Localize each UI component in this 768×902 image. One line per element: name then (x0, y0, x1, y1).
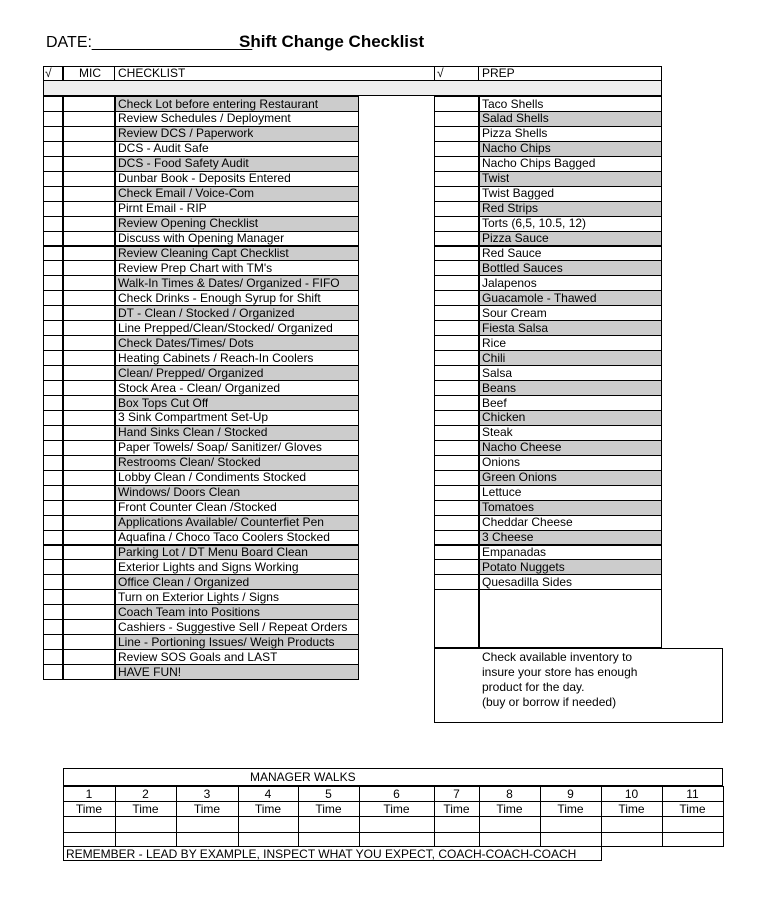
prep-item-label: Potato Nuggets (482, 559, 565, 574)
walk-number: 9 (567, 787, 574, 801)
prep-item-label: 3 Cheese (482, 530, 534, 545)
mic-cell[interactable] (63, 365, 115, 381)
walk-number: 6 (393, 787, 400, 801)
page-title: Shift Change Checklist (239, 32, 425, 51)
prep-checkbox-cell[interactable] (434, 425, 479, 441)
prep-item-label: Chicken (482, 410, 526, 425)
prep-checkbox-cell[interactable] (434, 216, 479, 232)
prep-item-label: Jalapenos (482, 275, 537, 290)
prep-item-label: Torts (6,5, 10.5, 12) (482, 216, 587, 231)
walk-entry-cell[interactable] (662, 816, 724, 833)
checkbox-cell[interactable] (43, 231, 63, 247)
mic-cell[interactable] (63, 305, 115, 321)
checkbox-cell[interactable] (43, 156, 63, 172)
checklist-item-label: Discuss with Opening Manager (118, 231, 285, 246)
checklist-item-label: Lobby Clean / Condiments Stocked (118, 470, 307, 485)
inventory-note-line: insure your store has enough (482, 665, 638, 679)
prep-item-label: Fiesta Salsa (482, 320, 549, 335)
prep-checkbox-cell[interactable] (434, 275, 479, 291)
checklist-item-label: Parking Lot / DT Menu Board Clean (118, 545, 308, 559)
prep-checkbox-cell[interactable] (434, 574, 479, 590)
checkbox-cell[interactable] (43, 500, 63, 516)
prep-checkbox-cell[interactable] (434, 455, 479, 471)
mic-cell[interactable] (63, 440, 115, 456)
checkbox-cell[interactable] (43, 485, 63, 501)
mic-cell[interactable] (63, 275, 115, 291)
mic-cell[interactable] (63, 126, 115, 142)
checklist-item-label: Walk-In Times & Dates/ Organized - FIFO (118, 275, 340, 290)
prep-checkbox-cell[interactable] (434, 305, 479, 321)
checkbox-cell[interactable] (43, 395, 63, 411)
checklist-item-label: DCS - Audit Safe (118, 141, 209, 156)
prep-item-label: Chili (482, 350, 506, 365)
prep-row (479, 335, 662, 351)
walk-number: 11 (686, 787, 699, 801)
prep-checkbox-cell[interactable] (434, 290, 479, 306)
checkbox-cell[interactable] (43, 619, 63, 635)
walk-entry-cell[interactable] (176, 816, 239, 833)
walk-time-label: Time (443, 802, 470, 816)
walk-entry-cell[interactable] (63, 832, 116, 847)
mic-cell[interactable] (63, 604, 115, 620)
walk-entry-cell[interactable] (298, 816, 360, 833)
walk-entry-cell[interactable] (601, 832, 663, 847)
prep-item-label: Guacamole - Thawed (482, 290, 597, 305)
walk-entry-cell[interactable] (115, 816, 177, 833)
prep-checkbox-cell[interactable] (434, 350, 479, 366)
checklist-item-label: Review SOS Goals and LAST (118, 649, 278, 664)
walk-entry-cell[interactable] (63, 816, 116, 833)
mic-cell[interactable] (63, 156, 115, 172)
prep-item-label: Nacho Chips Bagged (482, 156, 596, 171)
mic-cell[interactable] (63, 515, 115, 531)
mic-cell[interactable] (63, 485, 115, 501)
prep-item-label: Red Strips (482, 201, 539, 216)
mic-cell[interactable] (63, 380, 115, 396)
checklist-item-label: Review Cleaning Capt Checklist (118, 246, 289, 260)
walk-number: 1 (85, 787, 93, 801)
prep-checkbox-cell[interactable] (434, 559, 479, 575)
mic-cell[interactable] (63, 455, 115, 471)
checkbox-cell[interactable] (43, 380, 63, 396)
prep-checkbox-cell[interactable] (434, 470, 479, 486)
walk-entry-cell[interactable] (479, 816, 541, 833)
walk-number: 8 (506, 787, 513, 801)
checklist-item-label: Pirnt Email - RIP (118, 201, 207, 216)
walk-number: 2 (142, 787, 149, 801)
checklist-item-label: Line Prepped/Clean/Stocked/ Organized (118, 320, 333, 335)
prep-item-label: Cheddar Cheese (482, 515, 573, 530)
mic-cell[interactable] (63, 246, 115, 262)
checkbox-cell[interactable] (43, 515, 63, 531)
prep-row (479, 350, 662, 366)
prep-item-label: Lettuce (482, 485, 522, 500)
mic-cell[interactable] (63, 350, 115, 366)
prep-empty-area (479, 589, 662, 648)
prep-checkbox-cell[interactable] (434, 111, 479, 127)
checkbox-cell[interactable] (43, 305, 63, 321)
walk-number: 5 (325, 787, 332, 801)
prep-checkbox-cell[interactable] (434, 410, 479, 426)
manager-walks-title-row (63, 768, 723, 786)
mic-cell[interactable] (63, 186, 115, 202)
date-label: DATE:__________________ (46, 34, 253, 51)
checkbox-cell[interactable] (43, 141, 63, 157)
walk-time-label: Time (75, 802, 103, 816)
checkbox-cell[interactable] (43, 440, 63, 456)
header-mic: MIC (79, 66, 101, 80)
mic-cell[interactable] (63, 320, 115, 336)
walk-entry-cell[interactable] (662, 832, 724, 847)
prep-item-label: Nacho Cheese (482, 440, 562, 455)
mic-cell[interactable] (63, 335, 115, 351)
checkbox-cell[interactable] (43, 216, 63, 232)
prep-item-label: Red Sauce (482, 246, 542, 260)
mic-cell[interactable] (63, 500, 115, 516)
checklist-item-label: Aquafina / Choco Taco Coolers Stocked (118, 530, 330, 545)
checklist-item-label: Line - Portioning Issues/ Weigh Products (118, 634, 335, 649)
checkbox-cell[interactable] (43, 559, 63, 575)
walk-time-label: Time (254, 802, 282, 816)
mic-cell[interactable] (63, 589, 115, 605)
prep-checkbox-cell[interactable] (434, 395, 479, 411)
checklist-item-label: Paper Towels/ Soap/ Sanitizer/ Gloves (118, 440, 322, 455)
inventory-note-line: product for the day. (482, 680, 585, 694)
prep-item-label: Nacho Chips (482, 141, 551, 156)
checkbox-cell[interactable] (43, 410, 63, 426)
mic-cell[interactable] (63, 201, 115, 217)
mic-cell[interactable] (63, 574, 115, 590)
prep-checkbox-cell[interactable] (434, 260, 479, 276)
checkbox-cell[interactable] (43, 589, 63, 605)
checklist-item-label: Exterior Lights and Signs Working (118, 559, 299, 574)
checkbox-cell[interactable] (43, 201, 63, 217)
checklist-item-label: Office Clean / Organized (118, 574, 250, 589)
checklist-item-label: Clean/ Prepped/ Organized (118, 365, 264, 380)
checkbox-cell[interactable] (43, 530, 63, 546)
checklist-item-label: Check Lot before entering Restaurant (118, 96, 319, 111)
walk-entry-cell[interactable] (115, 832, 177, 847)
checkbox-cell[interactable] (43, 96, 63, 112)
walk-time-label: Time (557, 802, 584, 816)
walk-number: 10 (624, 787, 639, 801)
walk-entry-cell[interactable] (359, 832, 435, 847)
checklist-item-label: Stock Area - Clean/ Organized (118, 380, 281, 395)
checkbox-cell[interactable] (43, 246, 63, 262)
header-prep: PREP (482, 66, 515, 80)
checkbox-cell[interactable] (43, 111, 63, 127)
checklist-item-label: DT - Clean / Stocked / Organized (118, 305, 295, 320)
inventory-note-line: Check available inventory to (482, 650, 633, 664)
prep-checkbox-cell[interactable] (434, 171, 479, 187)
walk-time-label: Time (679, 802, 706, 816)
walk-entry-cell[interactable] (298, 832, 360, 847)
walk-entry-cell[interactable] (540, 816, 602, 833)
prep-item-label: Green Onions (482, 470, 557, 485)
prep-item-label: Beef (482, 395, 507, 410)
walk-entry-cell[interactable] (479, 832, 541, 847)
footer-reminder: REMEMBER - LEAD BY EXAMPLE, INSPECT WHAT YOU EXPECT, COACH-COACH-COACH (66, 847, 577, 861)
walk-time-label: Time (496, 802, 523, 816)
checklist-item-label: Windows/ Doors Clean (118, 485, 241, 500)
prep-item-label: Bottled Sauces (482, 260, 563, 275)
mic-cell[interactable] (63, 545, 115, 561)
prep-checkbox-cell[interactable] (434, 126, 479, 142)
mic-cell[interactable] (63, 410, 115, 426)
walk-entry-cell[interactable] (601, 816, 663, 833)
prep-item-label: Salsa (482, 365, 513, 380)
checklist-item-label: Review DCS / Paperwork (118, 126, 254, 141)
checklist-item-label: Heating Cabinets / Reach-In Coolers (118, 350, 314, 365)
mic-cell[interactable] (63, 619, 115, 635)
mic-cell[interactable] (63, 649, 115, 665)
prep-checkbox-cell[interactable] (434, 440, 479, 456)
checkbox-cell[interactable] (43, 126, 63, 142)
prep-item-label: Taco Shells (482, 96, 544, 111)
checklist-item-label: Dunbar Book - Deposits Entered (118, 171, 291, 186)
checklist-item-label: DCS - Food Safety Audit (118, 156, 249, 171)
walk-entry-cell[interactable] (540, 832, 602, 847)
mic-cell[interactable] (63, 111, 115, 127)
checklist-item-label: Review Opening Checklist (118, 216, 259, 231)
mic-cell[interactable] (63, 231, 115, 247)
prep-checkbox-cell[interactable] (434, 246, 479, 262)
prep-checkbox-cell[interactable] (434, 201, 479, 217)
checkbox-cell[interactable] (43, 335, 63, 351)
checkbox-cell[interactable] (43, 604, 63, 620)
prep-item-label: Onions (482, 455, 521, 470)
checkbox-cell[interactable] (43, 664, 63, 680)
prep-item-label: Steak (482, 425, 513, 440)
checkbox-cell[interactable] (43, 425, 63, 441)
prep-item-label: Quesadilla Sides (482, 574, 573, 589)
checklist-item-label: Check Drinks - Enough Syrup for Shift (118, 290, 321, 305)
walk-entry-cell[interactable] (176, 832, 239, 847)
checklist-item-label: 3 Sink Compartment Set-Up (118, 410, 269, 425)
checkbox-cell[interactable] (43, 649, 63, 665)
checklist-item-label: Coach Team into Positions (118, 604, 260, 619)
walk-number: 7 (453, 787, 460, 801)
prep-item-label: Tomatoes (482, 500, 535, 515)
prep-item-label: Salad Shells (482, 111, 549, 126)
checkbox-cell[interactable] (43, 260, 63, 276)
walk-time-label: Time (383, 802, 410, 816)
checkbox-cell[interactable] (43, 275, 63, 291)
walk-entry-cell[interactable] (238, 816, 299, 833)
prep-checkbox-cell[interactable] (434, 485, 479, 501)
walk-entry-cell[interactable] (434, 816, 480, 833)
checklist-item-label: Front Counter Clean /Stocked (118, 500, 277, 515)
prep-checkbox-cell[interactable] (434, 186, 479, 202)
mic-cell[interactable] (63, 634, 115, 650)
checklist-item-label: Check Email / Voice-Com (118, 186, 255, 201)
checklist-item-label: Applications Available/ Counterfiet Pen (118, 515, 324, 530)
mic-cell[interactable] (63, 216, 115, 232)
header-checklist: CHECKLIST (118, 66, 186, 80)
checkbox-cell[interactable] (43, 350, 63, 366)
walk-number: 4 (264, 787, 272, 801)
checklist-item-label: Cashiers - Suggestive Sell / Repeat Orders (118, 619, 348, 634)
prep-item-label: Sour Cream (482, 305, 547, 320)
prep-item-label: Twist (482, 171, 510, 186)
checkbox-cell[interactable] (43, 455, 63, 471)
mic-cell[interactable] (63, 559, 115, 575)
mic-cell[interactable] (63, 141, 115, 157)
checkbox-cell[interactable] (43, 186, 63, 202)
prep-checkbox-cell[interactable] (434, 141, 479, 157)
prep-checkbox-cell[interactable] (434, 365, 479, 381)
walk-entry-cell[interactable] (359, 816, 435, 833)
prep-checkbox-cell[interactable] (434, 530, 479, 546)
prep-item-label: Beans (482, 380, 517, 395)
checklist-item-label: Restrooms Clean/ Stocked (118, 455, 261, 470)
prep-item-label: Empanadas (482, 545, 547, 559)
mic-cell[interactable] (63, 664, 115, 680)
inventory-note-line: (buy or borrow if needed) (482, 695, 617, 709)
walk-time-label: Time (132, 802, 159, 816)
header-prep-check-mark: √ (437, 66, 444, 80)
prep-checkbox-cell[interactable] (434, 320, 479, 336)
prep-checkbox-cell[interactable] (434, 380, 479, 396)
checkbox-cell[interactable] (43, 290, 63, 306)
checkbox-cell[interactable] (43, 574, 63, 590)
walk-time-label: Time (618, 802, 645, 816)
prep-item-label: Rice (482, 335, 507, 350)
walk-time-label: Time (193, 802, 221, 816)
mic-cell[interactable] (63, 530, 115, 546)
checkbox-cell[interactable] (43, 171, 63, 187)
mic-cell[interactable] (63, 96, 115, 112)
checkbox-cell[interactable] (43, 545, 63, 561)
checkbox-cell[interactable] (43, 634, 63, 650)
checklist-item-label: Review Prep Chart with TM's (118, 260, 273, 275)
prep-checkbox-cell[interactable] (434, 335, 479, 351)
prep-checkbox-cell[interactable] (434, 500, 479, 516)
checkbox-cell[interactable] (43, 470, 63, 486)
walk-time-label: Time (315, 802, 342, 816)
checkbox-cell[interactable] (43, 365, 63, 381)
prep-item-label: Pizza Shells (482, 126, 548, 141)
mic-cell[interactable] (63, 425, 115, 441)
walk-number: 3 (203, 787, 211, 801)
mic-cell[interactable] (63, 470, 115, 486)
prep-checkbox-cell[interactable] (434, 545, 479, 561)
prep-checkbox-cell[interactable] (434, 515, 479, 531)
manager-walks-title: MANAGER WALKS (250, 770, 356, 784)
checklist-item-label: Check Dates/Times/ Dots (118, 335, 254, 350)
prep-checkbox-cell[interactable] (434, 231, 479, 247)
checklist-item-label: Box Tops Cut Off (118, 395, 209, 410)
mic-cell[interactable] (63, 171, 115, 187)
mic-cell[interactable] (63, 395, 115, 411)
prep-checkbox-cell[interactable] (434, 96, 479, 112)
checklist-item-label: Review Schedules / Deployment (118, 111, 291, 126)
checkbox-cell[interactable] (43, 320, 63, 336)
spacer-row (43, 80, 662, 96)
prep-item-label: Twist Bagged (482, 186, 555, 201)
mic-cell[interactable] (63, 290, 115, 306)
header-check-mark: √ (45, 66, 52, 80)
checklist-item-label: Turn on Exterior Lights / Signs (118, 589, 279, 604)
walk-entry-cell[interactable] (434, 832, 480, 847)
mic-cell[interactable] (63, 260, 115, 276)
checklist-item-label: HAVE FUN! (118, 664, 182, 679)
checklist-item-label: Hand Sinks Clean / Stocked (118, 425, 268, 440)
walk-entry-cell[interactable] (238, 832, 299, 847)
prep-item-label: Pizza Sauce (482, 231, 549, 246)
prep-checkbox-cell[interactable] (434, 156, 479, 172)
prep-empty-check (434, 589, 479, 648)
